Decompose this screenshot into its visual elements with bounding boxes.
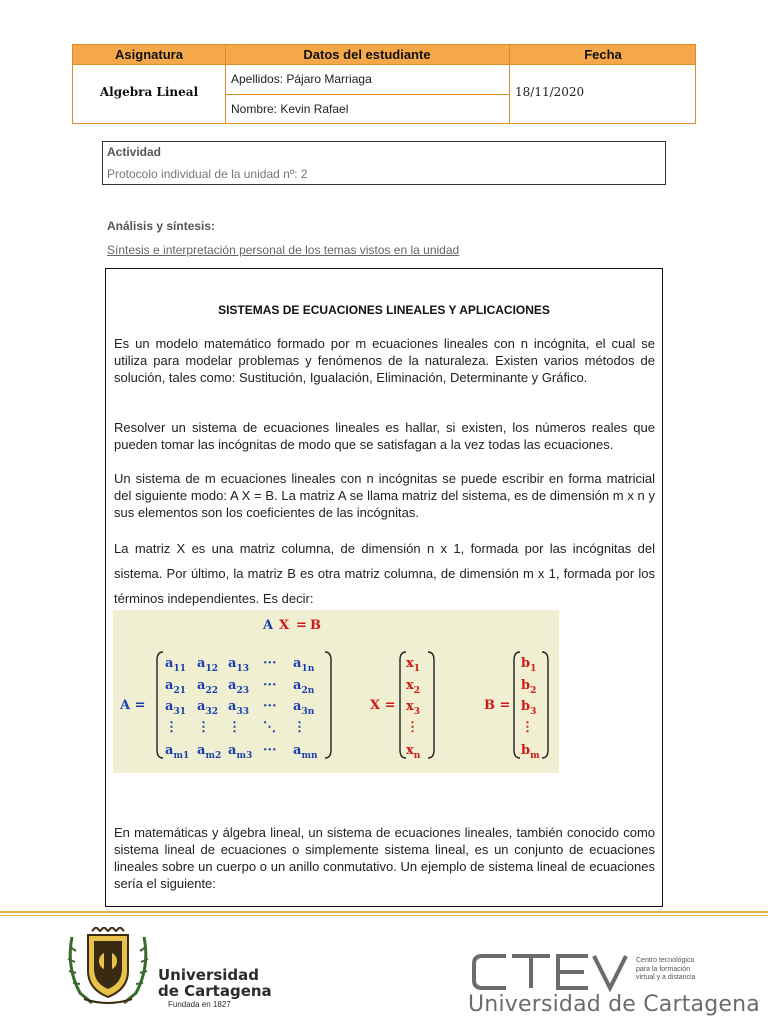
paragraph-2: Resolver un sistema de ecuaciones lineales es hallar, si existen, los números reales que pueden tomar las incógnitas de modo que se satisfagan a la vez todas las ecuaciones. — [114, 420, 655, 452]
matrix-a-cells — [165, 656, 318, 761]
matrix-x-right-bracket — [428, 652, 434, 758]
university-name-line1: Universidad — [158, 966, 260, 984]
matrix-b-entry: ⋮ — [521, 720, 534, 735]
asignatura-value: Algebra Lineal — [99, 85, 199, 99]
matrix-x-label: X = — [370, 698, 396, 713]
matrix-x-cells — [406, 656, 421, 761]
matrix-b-right-bracket — [542, 652, 548, 758]
matrix-a-entry: $a_{32}$ — [197, 699, 218, 717]
matrix-a-entry: $a_{m3}$ — [228, 743, 253, 761]
matrix-a-entry: $a_{1n}$ — [293, 656, 315, 674]
matrix-equation-figure — [113, 610, 559, 773]
matrix-b-entry: $b_m$ — [521, 743, 540, 761]
paragraph-1: Es un modelo matemático formado por m ecuaciones lineales con n incógnita, el cual se utiliza para modelar problemas y fenómenos de la naturaleza. Existen varios métodos de solución, tales como: Sustitución, Igualación, Eliminación, Determinante y Gráfico. — [114, 336, 655, 385]
matrix-a-entry: $a_{m1}$ — [165, 743, 190, 761]
matrix-a-entry: $a_{mn}$ — [293, 743, 318, 761]
content-title: SISTEMAS DE ECUACIONES LINEALES Y APLICACIONES — [218, 303, 550, 317]
matrix-a-entry: ⋱ — [263, 720, 276, 735]
col-datos-header: Datos del estudiante — [303, 47, 431, 62]
matrix-a-entry: ··· — [263, 699, 277, 714]
matrix-a-entry: $a_{22}$ — [197, 678, 218, 696]
section-subheading: Síntesis e interpretación personal de los temas vistos en la unidad — [107, 243, 460, 257]
matrix-equation-svg — [113, 610, 559, 773]
apellidos-value: Apellidos: Pájaro Marriaga — [231, 72, 372, 86]
university-name-line2: de Cartagena — [158, 982, 272, 1000]
matrix-a-entry: $a_{12}$ — [197, 656, 218, 674]
content-box — [105, 268, 663, 907]
nombre-value: Nombre: Kevin Rafael — [231, 102, 349, 116]
ctev-wordmark-icon — [470, 952, 630, 992]
matrix-a-entry: $a_{2n}$ — [293, 678, 315, 696]
matrix-x-entry: $x_n$ — [406, 743, 421, 761]
matrix-x-entry: $x_3$ — [406, 699, 421, 717]
matrix-b-label: B = — [484, 698, 511, 713]
header-table — [72, 44, 696, 124]
matrix-a-label: A = — [120, 698, 146, 713]
footer-rule-thick — [0, 911, 768, 913]
matrix-a-left-bracket — [157, 652, 163, 758]
fecha-value: 18/11/2020 — [515, 85, 585, 99]
matrix-a-entry: $a_{33}$ — [228, 699, 249, 717]
ctev-desc-line3: virtual y a distancia — [636, 974, 696, 981]
matrix-a-entry: ⋮ — [228, 720, 241, 735]
col-asignatura-header: Asignatura — [115, 47, 183, 62]
matrix-x-entry: $x_2$ — [406, 678, 421, 696]
matrix-b-entry: $b_3$ — [521, 699, 537, 717]
matrix-b-left-bracket — [514, 652, 520, 758]
equation-b: B — [310, 618, 321, 633]
matrix-a-entry: $a_{m2}$ — [197, 743, 222, 761]
ctev-description — [636, 957, 716, 983]
footer-rule-thin — [0, 915, 768, 916]
paragraph-4: La matriz X es una matriz columna, de dimensión n x 1, formada por las incógnitas del sistema. Por último, la matriz B es otra matriz columna, de dimensión m x 1, formada por los términos independientes. Es decir: — [114, 541, 655, 606]
crest-icon — [62, 927, 154, 1007]
matrix-b-entry: $b_1$ — [521, 656, 537, 674]
section-heading: Análisis y síntesis: — [107, 219, 216, 233]
activity-box — [102, 141, 666, 185]
matrix-a-entry: ⋮ — [165, 720, 178, 735]
matrix-a-entry: $a_{23}$ — [228, 678, 249, 696]
matrix-a-entry: $a_{21}$ — [165, 678, 186, 696]
ctev-logo — [470, 952, 630, 997]
university-name — [158, 967, 272, 999]
equation-equals: = — [296, 618, 307, 633]
matrix-a-entry: ··· — [263, 678, 277, 693]
university-crest-logo — [62, 927, 154, 1012]
matrix-a-entry: ⋮ — [293, 720, 306, 735]
col-fecha-header: Fecha — [584, 47, 622, 62]
university-founded: Fundada en 1827 — [168, 1000, 231, 1009]
paragraph-3: Un sistema de m ecuaciones lineales con n incógnitas se puede escribir en forma matricial del siguiente modo: A X = B. La matriz A se llama matriz del sistema, es de dimensión m x n y sus elementos son los coeficientes de las incógnitas. — [114, 471, 655, 520]
matrix-b-entry: $b_2$ — [521, 678, 537, 696]
ctev-desc-line1: Centro tecnológico — [636, 957, 695, 964]
matrix-a-entry: $a_{3n}$ — [293, 699, 315, 717]
matrix-x-entry: ⋮ — [406, 720, 419, 735]
matrix-a-entry: ⋮ — [197, 720, 210, 735]
equation-a: A — [263, 618, 274, 633]
activity-label: Actividad — [107, 145, 162, 159]
activity-value: Protocolo individual de la unidad nº: 2 — [107, 167, 308, 181]
equation-x: X — [279, 618, 290, 633]
ctev-desc-line2: para la formación — [636, 965, 691, 973]
matrix-a-entry: ··· — [263, 743, 277, 758]
matrix-a-entry: $a_{11}$ — [165, 656, 186, 674]
matrix-a-entry: $a_{13}$ — [228, 656, 249, 674]
matrix-a-entry: $a_{31}$ — [165, 699, 186, 717]
paragraph-5: En matemáticas y álgebra lineal, un sistema de ecuaciones lineales, también conocido como sistema lineal de ecuaciones o simplemente sistema lineal, es un conjunto de ecuaciones lineales sobre un cuerpo o un anillo conmutativo. Un ejemplo de sistema lineal de ecuaciones sería el siguiente: — [114, 825, 655, 891]
matrix-x-entry: $x_1$ — [406, 656, 421, 674]
matrix-a-right-bracket — [325, 652, 331, 758]
matrix-a-entry: ··· — [263, 656, 277, 671]
matrix-b-cells — [521, 656, 540, 761]
ctev-subtitle: Universidad de Cartagena — [468, 992, 760, 1017]
